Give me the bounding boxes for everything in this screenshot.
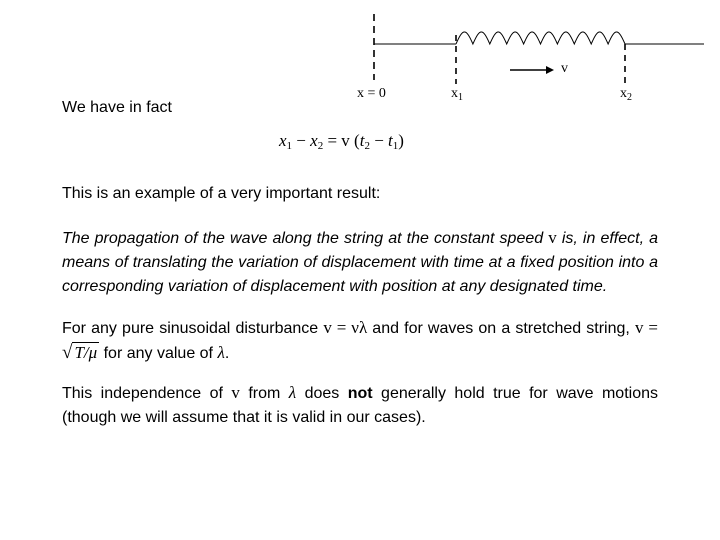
label-x2: $x_2$ — [620, 86, 632, 103]
dispersion-formula: v = νλ — [323, 318, 368, 337]
intro-text: We have in fact — [62, 99, 172, 116]
sqrt-formula: √ T/μ — [62, 342, 98, 363]
paragraph-sinusoidal: For any pure sinusoidal disturbance v = νλ and for waves on a stretched string, v = √ T/μ for any value of λ. — [62, 318, 658, 363]
label-x1: $x_1$ — [451, 86, 463, 103]
label-velocity: v — [561, 61, 568, 76]
paragraph-propagation: The propagation of the wave along the string at the constant speed v is, in effect, a means of translating the variation of displacement with time at a fixed position into a corresponding variation of displacement with position at any designated time. — [62, 228, 659, 295]
label-x0: x = 0 — [357, 86, 386, 101]
wave-pulse — [456, 32, 625, 44]
velocity-arrow-head — [546, 66, 554, 74]
displacement-equation: $x_1 - x_2 = v$ $(t_2 - t_1)$ — [279, 131, 404, 152]
paragraph-important-result: This is an example of a very important result: — [62, 185, 381, 202]
paragraph-independence: This independence of v from λ does not generally hold true for wave motions (though we will assume that it is valid in our cases). — [62, 383, 659, 426]
